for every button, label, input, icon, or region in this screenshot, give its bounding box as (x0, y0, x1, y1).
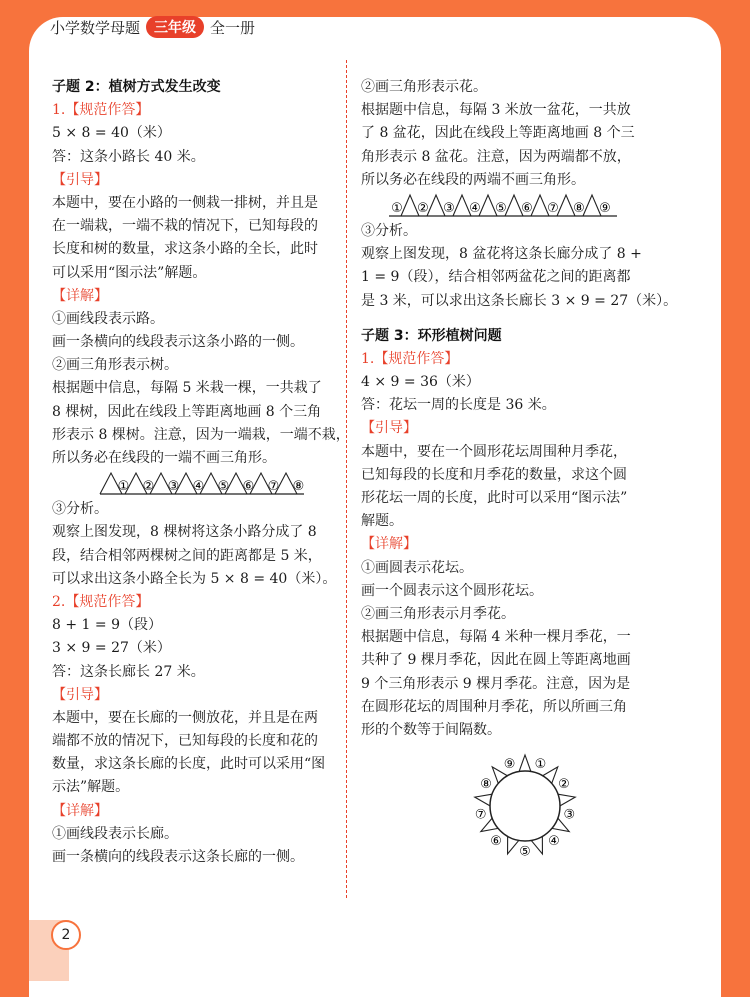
q3-detail-line: ②画三角形表示月季花。 (361, 605, 515, 622)
q3-circle-diagram-svg (361, 748, 655, 858)
q1-guide-line: 在一端栽，一端不栽的情况下，已知每段的 (52, 218, 318, 235)
q3-guide-line: 已知每段的长度和月季花的数量，求这个圆 (361, 466, 627, 483)
subtopic-2-title: 子题 2：植树方式发生改变 (52, 79, 221, 95)
q1-analysis-line: 可以求出这条小路全长为 5 × 8 = 40（米）。 (52, 570, 337, 587)
q3-guide-line: 解题。 (361, 513, 403, 530)
q1-detail-line: 画一条横向的线段表示这条小路的一侧。 (52, 334, 304, 351)
q1-detail-line: 所以务必在线段的一端不画三角形。 (52, 450, 276, 466)
segment-number-label: ⑤ (495, 200, 507, 216)
segment-number-label: ⑧ (573, 200, 585, 216)
interval-number-label: ⑧ (480, 777, 492, 793)
q2-cont-line: 根据题中信息，每隔 3 米放一盆花，一共放 (361, 102, 631, 119)
q3-detail-line: 9 个三角形表示 9 棵月季花。注意，因为是 (361, 675, 631, 692)
q3-detail-line: 画一个圆表示这个圆形花坛。 (361, 582, 543, 599)
q1-answer: 答：这条小路长 40 米。 (52, 148, 205, 165)
q1-analysis-line: 观察上图发现，8 棵树将这条小路分成了 8 (52, 524, 317, 541)
q2-guide-line: 数量，求这条长廊的长度，此时可以采用“图 (52, 756, 326, 773)
q3-detail-label: 【详解】 (361, 536, 417, 553)
q1-tree-diagram-svg (52, 470, 346, 498)
q1-detail-line: 8 棵树，因此在线段上等距离地画 8 个三角 (52, 403, 322, 420)
right-column (361, 76, 678, 862)
rose-triangle (519, 755, 531, 772)
segment-number-label: ① (391, 200, 403, 216)
q3-detail-line: 根据题中信息，每隔 4 米种一棵月季花，一 (361, 629, 631, 646)
interval-number-label: ⑦ (474, 807, 487, 823)
q3-guide-line: 本题中，要在一个圆形花坛周围种月季花， (361, 443, 627, 460)
q3-answer: 答：花坛一周的长度是 36 米。 (361, 397, 556, 414)
q2-guide-line: 端都不放的情况下，已知每段的长度和花的 (52, 733, 318, 750)
flower-bed-circle (490, 771, 560, 841)
q1-analysis-line: ③分析。 (52, 501, 108, 518)
q2-analysis-line: ③分析。 (361, 222, 417, 239)
interval-number-label: ④ (548, 834, 560, 850)
interval-number-label: ① (534, 757, 547, 773)
q3-equation: 4 × 9 = 36（米） (361, 374, 480, 391)
segment-number-label: ⑦ (547, 200, 559, 216)
subtopic-3-title: 子题 3：环形植树问题 (361, 327, 502, 344)
q2-guide-label: 【引导】 (52, 686, 108, 703)
q2-flower-diagram-svg (361, 192, 655, 220)
q2-detail-line: ①画线段表示长廊。 (52, 825, 178, 842)
q2-guide-line: 示法”解题。 (52, 779, 130, 796)
book-title: 小学数学母题 (50, 18, 141, 37)
q1-guide-line: 可以采用“图示法”解题。 (52, 264, 207, 281)
q3-circle-diagram (361, 742, 655, 862)
tree-number-label: ④ (192, 479, 205, 495)
q2-cont-line: 了 8 盆花，因此在线段上等距离地画 8 个三 (361, 125, 635, 142)
interval-number-label: ② (558, 777, 570, 793)
page-number: 2 (51, 920, 81, 950)
q2-answer: 答：这条长廊长 27 米。 (52, 663, 205, 680)
q3-detail-line: ①画圆表示花坛。 (361, 559, 473, 576)
tree-number-label: ① (117, 479, 130, 495)
column-divider (346, 60, 347, 898)
q2-cont-line: 角形表示 8 盆花。注意，因为两端都不放， (361, 148, 631, 165)
segment-number-label: ② (417, 200, 429, 216)
interval-number-label: ⑤ (519, 844, 531, 859)
q3-guide-line: 形花坛一周的长度，此时可以采用“图示法” (361, 490, 628, 506)
q1-detail-line: 形表示 8 棵树。注意，因为一端栽，一端不栽， (52, 426, 350, 443)
q2-detail-label: 【详解】 (52, 802, 108, 819)
tree-number-label: ② (142, 479, 155, 495)
q2-equation-1: 8 + 1 = 9（段） (52, 617, 162, 634)
q1-guide-label: 【引导】 (52, 171, 108, 188)
q1-detail-line: ①画线段表示路。 (52, 310, 164, 327)
segment-number-label: ③ (443, 200, 455, 216)
q3-guide-label: 【引导】 (361, 420, 417, 437)
q2-analysis-line: 1 = 9（段），结合相邻两盆花之间的距离都 (361, 269, 631, 286)
q2-equation-2: 3 × 9 = 27（米） (52, 640, 171, 657)
q2-analysis-line: 观察上图发现，8 盆花将这条长廊分成了 8 + (361, 246, 642, 263)
segment-number-label: ⑥ (521, 200, 533, 216)
q1-detail-label: 【详解】 (52, 287, 108, 304)
q2-cont-line: 所以务必在线段的两端不画三角形。 (361, 171, 585, 188)
tree-number-label: ⑥ (242, 479, 255, 495)
tree-number-label: ⑧ (292, 479, 305, 495)
q1-equation: 5 × 8 = 40（米） (52, 125, 171, 142)
q2-flower-diagram (361, 192, 655, 220)
q2-analysis-line: 是 3 米，可以求出这条长廊长 3 × 9 = 27（米）。 (361, 292, 678, 309)
q3-detail-line: 形的个数等于间隔数。 (361, 721, 501, 738)
q3-answer-label: 1.【规范作答】 (361, 350, 459, 367)
page-header (50, 14, 255, 40)
q1-tree-diagram (52, 470, 346, 498)
interval-number-label: ③ (563, 807, 576, 823)
interval-number-label: ⑥ (490, 834, 502, 850)
interval-number-label: ⑨ (503, 757, 516, 773)
q1-guide-line: 长度和树的数量，求这条小路的全长，此时 (52, 241, 318, 258)
q1-answer-label: 1.【规范作答】 (52, 102, 150, 119)
tree-number-label: ③ (167, 479, 180, 495)
volume-label: 全一册 (210, 18, 256, 37)
q1-guide-line: 本题中，要在小路的一侧栽一排树，并且是 (52, 194, 318, 211)
q3-detail-line: 在圆形花坛的周围种月季花，所以所画三角 (361, 698, 627, 715)
left-column (52, 76, 350, 869)
grade-badge: 三年级 (146, 16, 204, 38)
q2-answer-label: 2.【规范作答】 (52, 593, 150, 610)
segment-number-label: ⑨ (599, 200, 611, 216)
q2-cont-line: ②画三角形表示花。 (361, 79, 487, 95)
q1-detail-line: 根据题中信息，每隔 5 米栽一棵，一共栽了 (52, 380, 322, 397)
q2-guide-line: 本题中，要在长廊的一侧放花，并且是在两 (52, 709, 318, 726)
segment-number-label: ④ (469, 200, 481, 216)
tree-number-label: ⑦ (267, 479, 280, 495)
tree-number-label: ⑤ (217, 479, 230, 495)
q2-detail-line: 画一条横向的线段表示这条长廊的一侧。 (52, 849, 304, 865)
q3-detail-line: 共种了 9 棵月季花，因此在圆上等距离地画 (361, 652, 631, 669)
q1-analysis-line: 段，结合相邻两棵树之间的距离都是 5 米， (52, 547, 322, 564)
q1-detail-line: ②画三角形表示树。 (52, 357, 178, 374)
